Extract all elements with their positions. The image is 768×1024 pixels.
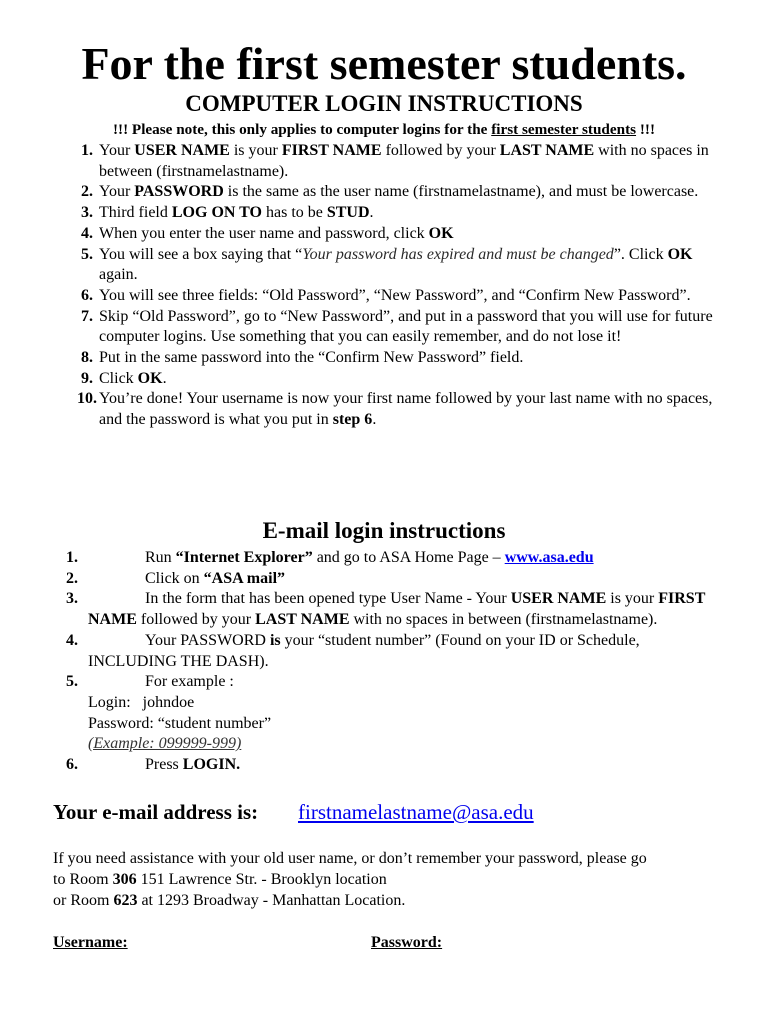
step-text: You’re done! Your username is now your first name followed by your last name with no spaces, and the password is what you put in bbox=[99, 390, 713, 429]
computer-login-steps bbox=[56, 141, 716, 431]
asa-homepage-link[interactable]: www.asa.edu bbox=[504, 549, 594, 566]
step-emphasis: LOG ON TO bbox=[171, 204, 262, 222]
room-number: 306 bbox=[112, 871, 137, 888]
step-emphasis: OK bbox=[428, 224, 454, 242]
step-emphasis: OK bbox=[667, 245, 693, 263]
step-emphasis: OK bbox=[137, 369, 163, 387]
step-number: 8. bbox=[81, 349, 93, 367]
step-emphasis: LOGIN. bbox=[182, 756, 241, 774]
email-step bbox=[0, 589, 768, 630]
step-emphasis: “ASA mail” bbox=[203, 569, 286, 587]
step-emphasis: STUD bbox=[326, 204, 370, 222]
step-text: In the form that has been opened type User Name - Your bbox=[145, 590, 511, 608]
email-step-number: 2. bbox=[66, 569, 78, 587]
email-step-number: 5. bbox=[66, 673, 78, 691]
step-text: and go to ASA Home Page – bbox=[312, 549, 505, 566]
email-step bbox=[0, 672, 768, 755]
assistance-text: at 1293 Broadway - Manhattan Location. bbox=[137, 892, 406, 909]
computer-login-heading: COMPUTER LOGIN INSTRUCTIONS bbox=[185, 91, 583, 116]
step-text: For example : bbox=[145, 673, 234, 691]
step-text: Your bbox=[99, 183, 135, 201]
first-semester-note bbox=[0, 120, 768, 140]
email-step bbox=[0, 755, 768, 776]
computer-step bbox=[56, 286, 716, 307]
step-text: Click on bbox=[145, 569, 204, 587]
step-text: Third field bbox=[99, 204, 172, 222]
step-number: 6. bbox=[81, 286, 93, 304]
step-text: You will see a box saying that “ bbox=[99, 245, 303, 263]
example-password: Password: “student number” bbox=[88, 714, 272, 732]
assistance-line bbox=[53, 869, 733, 890]
step-number: 1. bbox=[81, 142, 93, 159]
step-emphasis: FIRST NAME bbox=[281, 142, 382, 159]
computer-step bbox=[56, 182, 716, 203]
note-prefix: !!! Please note, this only applies to computer logins for the bbox=[112, 121, 492, 138]
email-step bbox=[0, 548, 768, 569]
email-step bbox=[0, 569, 768, 590]
step-number: 7. bbox=[81, 307, 93, 325]
step-emphasis: USER NAME bbox=[134, 142, 230, 159]
step-text: Your PASSWORD bbox=[145, 631, 270, 649]
step-text: is your bbox=[229, 142, 282, 159]
step-text: Press bbox=[145, 756, 183, 774]
email-address-line bbox=[53, 798, 534, 826]
step-number: 5. bbox=[81, 245, 93, 263]
step-emphasis: step 6 bbox=[332, 411, 373, 429]
computer-step bbox=[56, 369, 716, 390]
email-step bbox=[0, 631, 768, 672]
step-text: Put in the same password into the “Confirm New Password” field. bbox=[99, 349, 524, 367]
step-text: with no spaces in between (firstnamelastname). bbox=[99, 142, 709, 180]
assistance-paragraph bbox=[53, 848, 733, 911]
step-text: . bbox=[372, 411, 377, 429]
step-text: Run bbox=[145, 549, 176, 566]
step-number: 3. bbox=[81, 204, 93, 222]
step-text: Your bbox=[99, 142, 135, 159]
email-address-link[interactable]: firstnamelastname@asa.edu bbox=[298, 800, 534, 824]
step-emphasis: FIRST NAME bbox=[88, 590, 706, 629]
email-step-number: 1. bbox=[66, 549, 78, 566]
page-title: For the first semester students. bbox=[81, 38, 687, 89]
step-text: is your bbox=[606, 590, 659, 608]
step-text: is the same as the user name (firstnamelastname), and must be lowercase. bbox=[223, 183, 699, 201]
email-address-label: Your e-mail address is: bbox=[53, 800, 259, 824]
note-underlined: first semester students bbox=[491, 121, 637, 138]
step-text: Click bbox=[99, 369, 138, 387]
email-step-number: 3. bbox=[66, 590, 78, 608]
step-number: 10. bbox=[77, 390, 97, 408]
step-emphasis: USER NAME bbox=[510, 590, 607, 608]
step-text: ”. Click bbox=[613, 245, 668, 263]
computer-step bbox=[56, 245, 716, 286]
step-text: When you enter the user name and password, click bbox=[99, 224, 429, 242]
step-emphasis: LAST NAME bbox=[499, 142, 595, 159]
computer-step bbox=[56, 389, 716, 430]
assistance-text: to Room bbox=[53, 871, 113, 888]
step-text: with no spaces in between (firstnamelastname). bbox=[349, 611, 658, 629]
step-number: 2. bbox=[81, 183, 93, 201]
step-emphasis: is bbox=[269, 631, 281, 649]
example-format: (Example: 099999-999) bbox=[88, 735, 242, 753]
computer-step bbox=[56, 203, 716, 224]
step-text: has to be bbox=[261, 204, 327, 222]
step-emphasis: LAST NAME bbox=[255, 611, 350, 629]
computer-step bbox=[56, 224, 716, 245]
step-text: . bbox=[369, 204, 374, 222]
computer-step bbox=[56, 348, 716, 369]
computer-step bbox=[56, 307, 716, 348]
step-text: again. bbox=[99, 266, 138, 284]
step-quote: Your password has expired and must be changed bbox=[302, 245, 614, 263]
step-emphasis: “Internet Explorer” bbox=[175, 549, 313, 566]
email-login-steps bbox=[0, 548, 768, 776]
step-text: your “student number” (Found on your ID or Schedule, INCLUDING THE DASH). bbox=[88, 631, 640, 670]
step-number: 9. bbox=[81, 369, 93, 387]
example-login: Login: johndoe bbox=[88, 693, 195, 711]
assistance-line: If you need assistance with your old user name, or don’t remember your password, please go bbox=[53, 850, 647, 867]
email-login-heading: E-mail login instructions bbox=[262, 518, 506, 543]
step-emphasis: PASSWORD bbox=[134, 183, 224, 201]
password-label: Password: bbox=[371, 934, 443, 951]
step-text: . bbox=[162, 369, 167, 387]
email-step-number: 6. bbox=[66, 756, 78, 774]
email-step-number: 4. bbox=[66, 631, 78, 649]
computer-step bbox=[56, 141, 716, 182]
assistance-line bbox=[53, 890, 733, 911]
room-number: 623 bbox=[113, 892, 138, 909]
step-number: 4. bbox=[81, 224, 93, 242]
step-text: followed by your bbox=[136, 611, 256, 629]
step-text: You will see three fields: “Old Password”, “New Password”, and “Confirm New Password”. bbox=[99, 286, 691, 304]
step-text: Skip “Old Password”, go to “New Password”, and put in a password that you will use for future computer logins. Use something that you can easily remember, and do not lose it! bbox=[99, 307, 713, 346]
username-label: Username: bbox=[53, 934, 128, 951]
step-text: followed by your bbox=[381, 142, 500, 159]
assistance-text: 151 Lawrence Str. - Brooklyn location bbox=[136, 871, 387, 888]
assistance-text: or Room bbox=[53, 892, 114, 909]
note-suffix: !!! bbox=[636, 121, 656, 138]
